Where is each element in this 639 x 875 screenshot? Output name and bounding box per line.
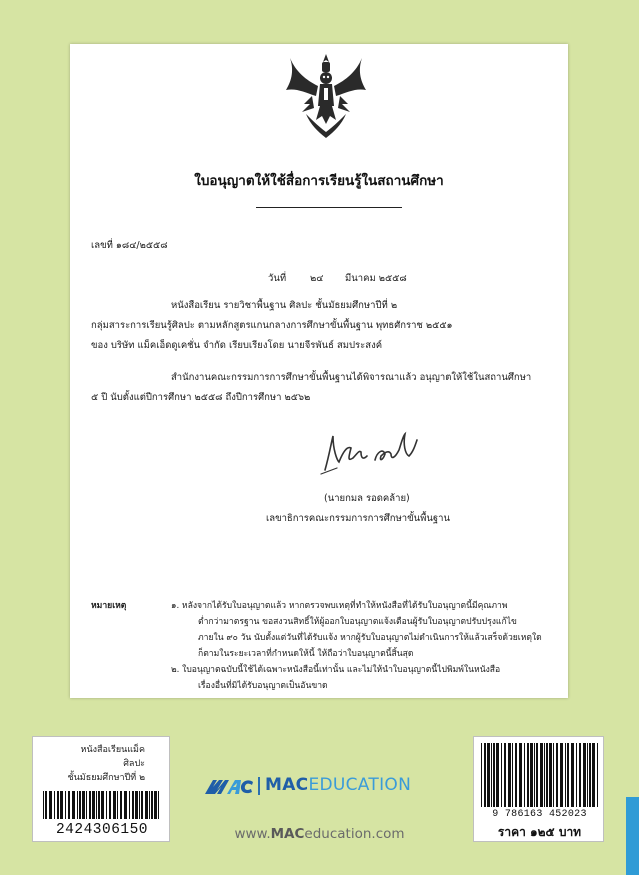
barcode-bar [135, 791, 138, 819]
barcode-bar [106, 791, 107, 819]
barcode-bar [124, 791, 127, 819]
barcode-bar [154, 791, 157, 819]
note-1-line-4: ก็ตามในระยะเวลาที่กำหนดให้นี้ ให้ถือว่าใบอนุญาตนี้สิ้นสุด [198, 649, 414, 659]
barcode-bar [96, 791, 97, 819]
signer-name: (นายกมล รอดคล้าย) [324, 493, 410, 504]
signer-title: เลขาธิการคณะกรรมการการศึกษาขั้นพื้นฐาน [266, 513, 450, 524]
date-label: วันที่ [268, 273, 287, 284]
sticker-grade: ชั้นมัธยมศึกษาปีที่ ๒ [67, 773, 145, 783]
license-document [70, 44, 568, 698]
barcode-bar [576, 743, 577, 807]
barcode-bar [579, 743, 581, 807]
barcode-bar [72, 791, 75, 819]
barcode-bar [54, 791, 55, 819]
barcode-bar [524, 743, 525, 807]
barcode-bar [560, 743, 563, 807]
brand-name-light: EDUCATION [308, 775, 412, 795]
barcode-bar [65, 791, 66, 819]
barcode-bar [530, 743, 533, 807]
barcode-bar [571, 743, 574, 807]
barcode-bar [92, 791, 95, 819]
barcode-bar [491, 743, 492, 807]
barcode-bar [139, 791, 140, 819]
barcode-bar [536, 743, 538, 807]
barcode-bar [141, 791, 143, 819]
notes-label: หมายเหตุ [91, 601, 127, 611]
barcode-bar [109, 791, 111, 819]
barcode-bar [129, 791, 130, 819]
note-1-line-3: ภายใน ๙๐ วัน นับตั้งแต่วันที่ได้รับแจ้ง หากผู้รับใบอนุญาตไม่ดำเนินการให้แล้วเสร็จด้วยเหตุใด [198, 633, 542, 643]
barcode-bar [496, 743, 499, 807]
sticker-series: หนังสือเรียนแม็ค [80, 745, 145, 755]
paragraph-2-line-1: สำนักงานคณะกรรมการการศึกษาขั้นพื้นฐานได้พิจารณาแล้ว อนุญาตให้ใช้ในสถานศึกษา [171, 372, 532, 383]
url-prefix: www. [234, 826, 271, 842]
barcode-bar [546, 743, 548, 807]
isbn-barcode-box [473, 736, 604, 842]
barcode-bar [113, 791, 116, 819]
date-month-year: มีนาคม ๒๕๕๘ [345, 273, 407, 284]
blue-edge-tab [626, 797, 639, 875]
price-label: ราคา ๑๒๕ บาท [497, 825, 582, 839]
isbn-barcode [481, 743, 598, 807]
barcode-bar [549, 743, 552, 807]
paragraph-1-line-3: ของ บริษัท แม็คเอ็ดดูเคชั่น จำกัด เรียบเรียงโดย นายจีรพันธ์ สมประสงค์ [91, 340, 383, 351]
signature [317, 426, 427, 478]
barcode-bar [481, 743, 482, 807]
barcode-bar [544, 743, 545, 807]
mac-logo-icon [205, 778, 255, 796]
barcode-bar [540, 743, 543, 807]
barcode-bar [515, 743, 517, 807]
barcode-bar [132, 791, 134, 819]
note-1-line-1: ๑. หลังจากได้รับใบอนุญาตแล้ว หากตรวจพบเหตุที่ทำให้หนังสือที่ได้รับใบอนุญาตนี้มีคุณภาพ [171, 601, 508, 611]
barcode-bar [556, 743, 558, 807]
paragraph-1-line-1: หนังสือเรียน รายวิชาพื้นฐาน ศิลปะ ชั้นมัธยมศึกษาปีที่ ๒ [171, 300, 398, 311]
paragraph-2-line-2: ๕ ปี นับตั้งแต่ปีการศึกษา ๒๕๕๘ ถึงปีการศึกษา ๒๕๖๒ [91, 392, 311, 403]
barcode-bar [597, 743, 598, 807]
barcode-bar [151, 791, 153, 819]
barcode-bar [583, 743, 586, 807]
brand-name-bold: MAC [265, 775, 309, 795]
barcode-bar [101, 791, 104, 819]
barcode-bar [519, 743, 522, 807]
barcode-bar [501, 743, 502, 807]
note-2-line-1: ๒. ใบอนุญาตฉบับนี้ใช้ได้เฉพาะหนังสือนี้เท่านั้น และไม่ให้นำใบอนุญาตนี้ไปพิมพ์ในหนังสือ [171, 665, 501, 675]
barcode-bar [68, 791, 70, 819]
barcode-bar [98, 791, 100, 819]
barcode-bar [589, 743, 591, 807]
barcode-bar [487, 743, 490, 807]
barcode-bar [145, 791, 148, 819]
mac-education-logo [205, 776, 445, 798]
barcode-bar [158, 791, 159, 819]
barcode-bar [587, 743, 588, 807]
barcode-bar [120, 791, 122, 819]
logo-divider [258, 777, 260, 795]
barcode-bar [49, 791, 52, 819]
sticker-barcode [43, 791, 161, 819]
barcode-bar [484, 743, 486, 807]
brand-name [265, 775, 411, 795]
barcode-bar [493, 743, 495, 807]
barcode-bar [86, 791, 87, 819]
document-number: เลขที่ ๑๘๔/๒๕๕๘ [91, 240, 168, 251]
date-day: ๒๔ [310, 273, 324, 284]
barcode-bar [567, 743, 569, 807]
barcode-bar [82, 791, 85, 819]
url-bold: MAC [270, 826, 305, 842]
note-2-line-2: เรื่องอื่นที่มิได้รับอนุญาตเป็นอันขาด [198, 681, 328, 691]
barcode-bar [89, 791, 91, 819]
barcode-bar [60, 791, 63, 819]
barcode-bar [534, 743, 535, 807]
barcode-bar [117, 791, 118, 819]
barcode-bar [512, 743, 513, 807]
url-suffix: education.com [304, 826, 405, 842]
title-underline [256, 207, 402, 208]
isbn-number: 9 786163 452023 [492, 809, 587, 820]
barcode-bar [592, 743, 595, 807]
barcode-bar [527, 743, 529, 807]
barcode-bar [508, 743, 511, 807]
barcode-bar [504, 743, 506, 807]
sticker-subject: ศิลปะ [123, 759, 145, 769]
barcode-bar [43, 791, 44, 819]
garuda-emblem-icon [282, 50, 370, 140]
document-title: ใบอนุญาตให้ใช้สื่อการเรียนรู้ในสถานศึกษา [194, 173, 444, 189]
barcode-bar [45, 791, 47, 819]
barcode-bar [149, 791, 150, 819]
barcode-bar [553, 743, 554, 807]
barcode-bar [57, 791, 59, 819]
sticker-code: 2424306150 [55, 822, 148, 838]
barcode-bar [565, 743, 566, 807]
note-1-line-2: ต่ำกว่ามาตรฐาน ขอสงวนสิทธิ์ให้ผู้ออกใบอนุญาตแจ้งเตือนผู้รับใบอนุญาตปรับปรุงแก้ไข [198, 617, 517, 627]
barcode-bar [79, 791, 81, 819]
barcode-bar [77, 791, 78, 819]
paragraph-1-line-2: กลุ่มสาระการเรียนรู้ศิลปะ ตามหลักสูตรแกนกลางการศึกษาขั้นพื้นฐาน พุทธศักราช ๒๕๕๑ [91, 320, 453, 331]
